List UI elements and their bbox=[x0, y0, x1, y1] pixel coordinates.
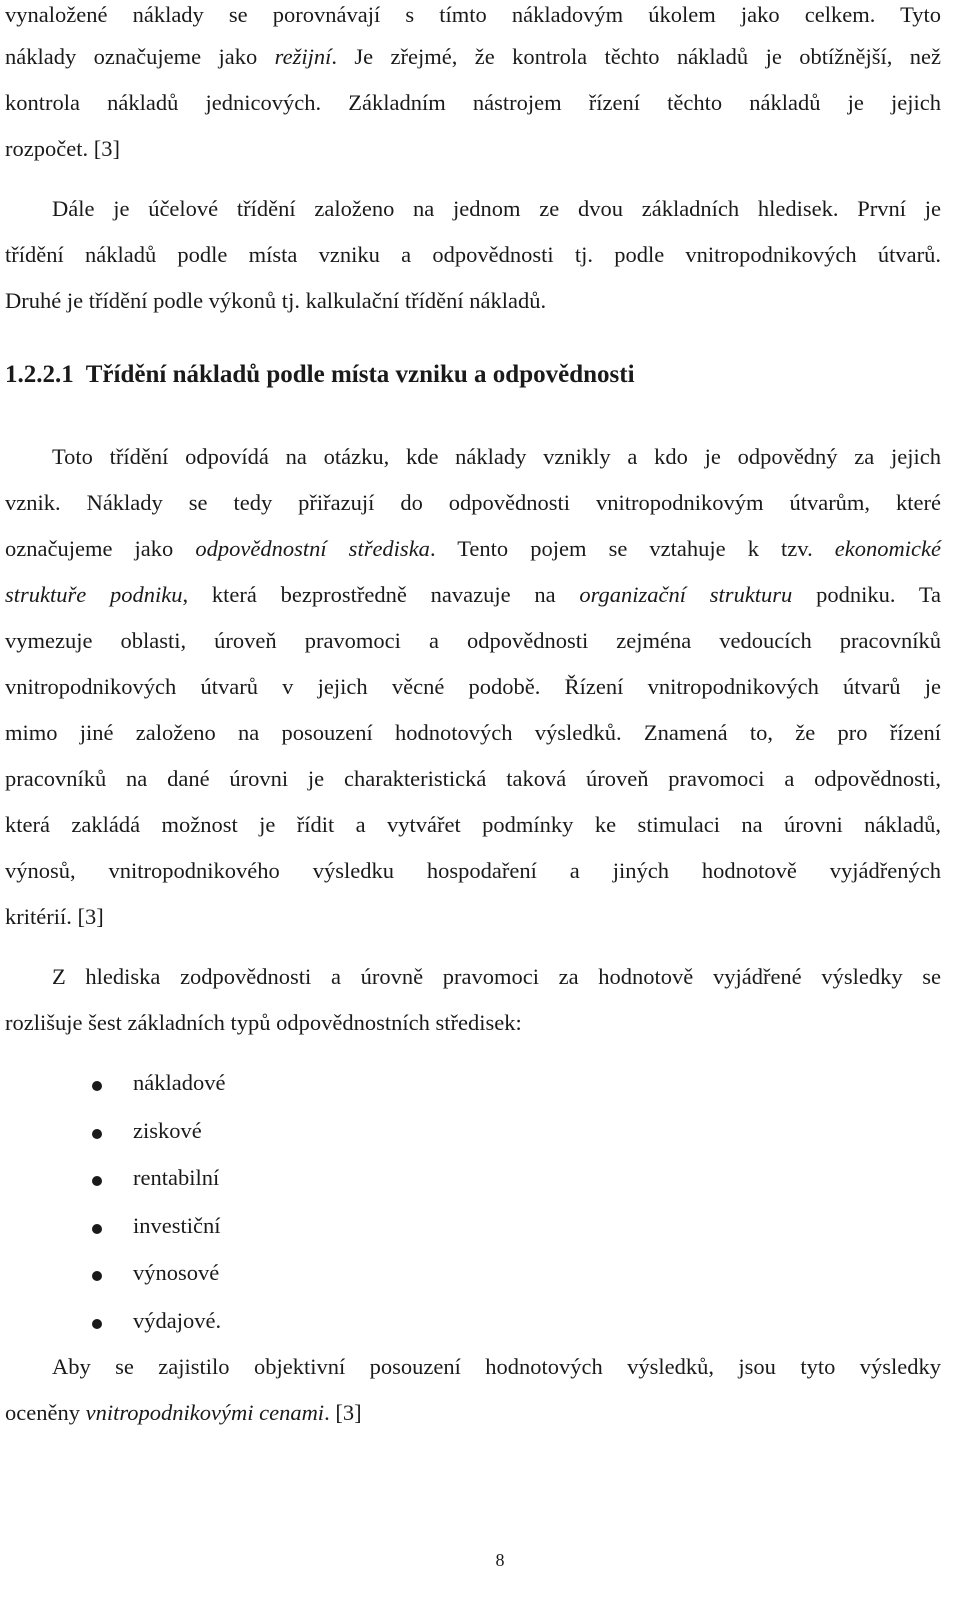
section-title: Třídění nákladů podle místa vzniku a odpovědnosti bbox=[85, 361, 635, 388]
bullet-dot-icon bbox=[92, 1271, 102, 1281]
list-item: rentabilní bbox=[133, 1165, 220, 1190]
paragraph-line bbox=[5, 534, 941, 564]
italic-term: odpovědnostní střediska bbox=[195, 536, 430, 561]
bullet-dot-icon bbox=[92, 1081, 102, 1091]
text-run: . Je zřejmé, že kontrola těchto nákladů je obtížnější, než bbox=[331, 44, 941, 69]
paragraph-line: vnitropodnikových útvarů v jejich věcné podobě. Řízení vnitropodnikových útvarů je bbox=[5, 674, 941, 699]
list-item: výnosové bbox=[133, 1260, 220, 1285]
paragraph-line: vynaložené náklady se porovnávají s tímto nákladovým úkolem jako celkem. Tyto bbox=[5, 2, 941, 27]
list-item: ziskové bbox=[133, 1118, 202, 1143]
italic-term: ekonomické bbox=[834, 536, 941, 561]
bullet-dot-icon bbox=[92, 1129, 102, 1139]
list-item: investiční bbox=[133, 1213, 221, 1238]
paragraph-line: výnosů, vnitropodnikového výsledku hospodaření a jiných hodnotově vyjádřených bbox=[5, 858, 941, 883]
text-run: oceněny bbox=[5, 1400, 86, 1425]
paragraph-line bbox=[5, 1398, 941, 1428]
list-item: výdajové. bbox=[133, 1308, 222, 1333]
paragraph-line: vymezuje oblasti, úroveň pravomoci a odpovědnosti zejména vedoucích pracovníků bbox=[5, 628, 941, 653]
paragraph-line: pracovníků na dané úrovni je charakteristická taková úroveň pravomoci a odpovědnosti, bbox=[5, 766, 941, 791]
text-run: náklady označujeme jako bbox=[5, 44, 275, 69]
list-item: nákladové bbox=[133, 1070, 226, 1095]
paragraph-line: Toto třídění odpovídá na otázku, kde náklady vznikly a kdo je odpovědný za jejich bbox=[52, 444, 941, 469]
page-number: 8 bbox=[495, 1550, 505, 1570]
paragraph-line: kritérií. [3] bbox=[5, 904, 104, 929]
paragraph-line: Aby se zajistilo objektivní posouzení hodnotových výsledků, jsou tyto výsledky bbox=[52, 1354, 941, 1379]
paragraph-line: Druhé je třídění podle výkonů tj. kalkulační třídění nákladů. bbox=[5, 288, 547, 313]
paragraph-line: Z hlediska zodpovědnosti a úrovně pravomoci za hodnotově vyjádřené výsledky se bbox=[52, 964, 941, 989]
bullet-dot-icon bbox=[92, 1176, 102, 1186]
paragraph-line: Dále je účelové třídění založeno na jednom ze dvou základních hledisek. První je bbox=[52, 196, 941, 221]
text-run: . [3] bbox=[324, 1400, 362, 1425]
italic-term: vnitropodnikovými cenami bbox=[85, 1400, 325, 1425]
paragraph-line bbox=[5, 580, 941, 610]
text-run: . Tento pojem se vztahuje k tzv. bbox=[429, 536, 835, 561]
paragraph-line bbox=[5, 42, 941, 72]
paragraph-line: kontrola nákladů jednicových. Základním nástrojem řízení těchto nákladů je jejich bbox=[5, 90, 941, 115]
italic-term: režijní bbox=[274, 44, 332, 69]
italic-term: struktuře podniku bbox=[5, 582, 183, 607]
paragraph-line: rozlišuje šest základních typů odpovědnostních středisek: bbox=[5, 1010, 522, 1035]
bullet-dot-icon bbox=[92, 1319, 102, 1329]
bullet-dot-icon bbox=[92, 1224, 102, 1234]
paragraph-line: třídění nákladů podle místa vzniku a odpovědnosti tj. podle vnitropodnikových útvarů. bbox=[5, 242, 941, 267]
paragraph-line: rozpočet. [3] bbox=[5, 136, 120, 161]
italic-term: organizační strukturu bbox=[579, 582, 793, 607]
text-run: označujeme jako bbox=[5, 536, 196, 561]
text-run: podniku. Ta bbox=[792, 582, 941, 607]
section-heading bbox=[5, 358, 635, 392]
section-number: 1.2.2.1 bbox=[5, 361, 74, 388]
text-run: , která bezprostředně navazuje na bbox=[182, 582, 580, 607]
paragraph-line: která zakládá možnost je řídit a vytvářet podmínky ke stimulaci na úrovni nákladů, bbox=[5, 812, 941, 837]
paragraph-line: mimo jiné založeno na posouzení hodnotových výsledků. Znamená to, že pro řízení bbox=[5, 720, 941, 745]
paragraph-line: vznik. Náklady se tedy přiřazují do odpovědnosti vnitropodnikovým útvarům, které bbox=[5, 490, 941, 515]
